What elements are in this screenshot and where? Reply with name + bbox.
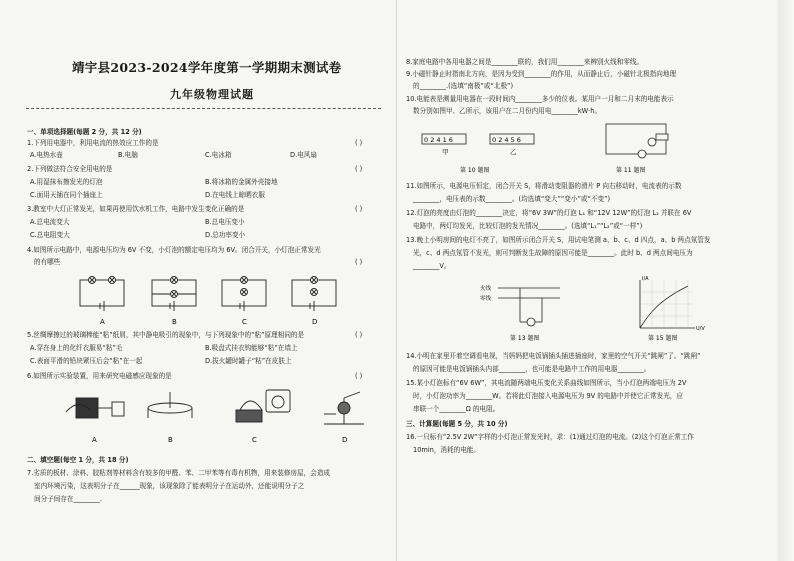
- q1-option-d: D.电风扇: [290, 151, 317, 159]
- q4-circuit-figures: [70, 272, 370, 328]
- fig15-caption: 第 15 题图: [648, 335, 678, 342]
- question-1: 1.下列用电器中，利用电流的热效应工作的是: [27, 139, 159, 147]
- q3-option-a: A.总电流变大: [30, 218, 70, 226]
- exam-subtitle: 九年级物理试题: [170, 88, 254, 101]
- q6-label-c: C: [252, 436, 257, 444]
- answer-paren-4[interactable]: ( ): [355, 258, 363, 266]
- fig13-caption: 第 13 题图: [510, 335, 540, 342]
- q13-q15-figures: [480, 276, 740, 344]
- fig11-caption: 第 11 题图: [616, 167, 646, 174]
- question-4-line-1: 4.如图所示电路中，电源电压均为 6V 不变，小灯泡的额定电压均为 6V。闭合开关，小灯泡正常发光: [27, 246, 321, 254]
- q5-option-d: D.拔火罐时罐子“粘”在皮肤上: [205, 357, 292, 365]
- q3-option-b: B.总电压变小: [205, 218, 245, 226]
- question-9-line-1: 9.小磁针静止时指南北方向，是因为受到________的作用，从而静止后，小磁针北极指向地理: [406, 70, 677, 78]
- question-3: 3.教室中大灯正常发光，如果再使用饮水机工作，电路中发生变化正确的是: [27, 205, 245, 213]
- question-12-line-2: 电路中，两灯均发光，比较灯泡的发光情况________。(选填“L₁”“L₂”或“一样”): [413, 222, 643, 230]
- q5-option-c: C.表面平滑的铅块紧压后会“粘”在一起: [30, 357, 143, 365]
- q6-label-a: A: [92, 436, 97, 444]
- answer-paren-5[interactable]: ( ): [355, 331, 363, 339]
- fig10-caption: 第 10 题图: [460, 167, 490, 174]
- question-7-line-1: 7.劣质的板材、涂料、胶粘剂等材料含有较多的甲醛、苯、二甲苯等有毒有机物，用来装修房屋，会造成: [27, 469, 331, 477]
- q2-option-c: C.面用天插在同个插座上: [30, 191, 103, 199]
- q4-label-d: D: [312, 318, 318, 326]
- question-5: 5.丝绸摩擦过的玻璃棒能“粘”纸屑，其中静电吸引的现象中，与下列现象中的“粘”原理相同的是: [27, 331, 305, 339]
- question-16-line-2: 10min，消耗的电能。: [413, 446, 480, 454]
- answer-paren-2[interactable]: ( ): [355, 165, 363, 173]
- q4-label-a: A: [100, 318, 105, 326]
- column-divider: [396, 0, 397, 561]
- q1-option-a: A.电热水壶: [30, 151, 63, 159]
- meter-jia-label: 甲: [442, 148, 449, 156]
- neutral-wire-label: 零线: [480, 296, 492, 302]
- meter-yi-reading: 0 2 4 5 6: [492, 136, 521, 144]
- q4-label-b: B: [172, 318, 177, 326]
- answer-paren-6[interactable]: ( ): [355, 372, 363, 380]
- q2-option-b: B.将冰箱的金属外壳接地: [205, 178, 278, 186]
- question-12-line-1: 12.灯泡的亮度由灯泡的________决定，将“6V 3W”的灯泡 L₁ 和“12V 12W”的灯泡 L₂ 并联在 6V: [406, 209, 692, 217]
- question-6: 6.如图所示实验装置，用来研究电磁感应现象的是: [27, 372, 172, 380]
- q3-option-c: C.总电阻变大: [30, 231, 70, 239]
- question-4-line-2: 的有哪些: [34, 258, 61, 266]
- meter-jia-reading: 0 2 4 1 6: [424, 136, 453, 144]
- graph-x-label: U/V: [696, 326, 705, 332]
- live-wire-label: 火线: [480, 286, 492, 292]
- question-13-line-1: 13.晚上小明房间的电灯不亮了，如图所示闭合开关 S，用试电笔测 a、b、c、d 四点，a、b 两点氖管发: [406, 236, 711, 244]
- question-13-line-2: 光，c、d 两点氖管不发光，则可判断发生故障的原因可能是________。此时 b、d 两点间电压为: [413, 249, 693, 257]
- meter-yi-label: 乙: [510, 148, 517, 156]
- q1-option-b: B.电脑: [118, 151, 138, 159]
- answer-paren-3[interactable]: ( ): [355, 205, 363, 213]
- question-10-line-2: 数分别如图甲、乙所示，该用户在二月份内用电________kW·h。: [413, 107, 602, 115]
- question-15-line-1: 15.某小灯泡标有“6V 6W”，其电流随两端电压变化关系曲线如图所示，当小灯泡两端电压为 2V: [406, 379, 687, 387]
- q6-label-b: B: [168, 436, 173, 444]
- question-14-line-1: 14.小明在家里开着空调看电视，当妈妈把电饭锅插头插进插座时，家里的空气开关“跳闸”了。“跳闸”: [406, 352, 701, 360]
- q4-label-c: C: [242, 318, 247, 326]
- graph-y-label: I/A: [642, 276, 649, 282]
- q6-apparatus-figures: [60, 384, 380, 448]
- question-15-line-2: 时，小灯泡功率为________W。若将此灯泡接入电源电压为 9V 的电路中并使它正常发光，应: [413, 392, 683, 400]
- q1-option-c: C.电冰箱: [205, 151, 232, 159]
- question-11-line-1: 11.如图所示，电源电压恒定，闭合开关 S，将滑动变阻器的滑片 P 向右移动时，电流表的示数: [406, 182, 682, 190]
- question-2: 2.下列做法符合安全用电的是: [27, 165, 113, 173]
- q5-option-b: B.吸盘式挂衣钩能够“粘”在墙上: [205, 344, 298, 352]
- question-14-line-2: 的原因可能是电饭锅插头内部________，也可能是电路中工作的用电器________。: [413, 365, 651, 373]
- question-15-line-3: 串联一个________Ω 的电阻。: [413, 405, 500, 413]
- question-13-line-3: ________V。: [413, 262, 451, 270]
- circuit-a-wire: [80, 280, 124, 306]
- q6-label-d: D: [342, 436, 348, 444]
- q2-option-a: A.用湿抹布擦发光的灯泡: [30, 178, 103, 186]
- q3-option-d: D.总功率变小: [205, 231, 246, 239]
- q5-option-a: A.穿在身上的化纤衣服易“粘”毛: [30, 344, 123, 352]
- q2-option-d: D.在电线上晾晒衣服: [205, 191, 265, 199]
- exam-title: 靖宇县2023-2024学年度第一学期期末测试卷: [72, 60, 342, 75]
- question-16-line-1: 16.一只标有“2.5V 2W”字样的小灯泡正常发光时，求：(1)通过灯泡的电流。(2)这个灯泡正常工作: [406, 433, 694, 441]
- question-10-line-1: 10.电能表是测量用电器在一段时间内________多少的仪表。某用户一月和二月末的电能表示: [406, 95, 674, 103]
- answer-paren-1[interactable]: ( ): [355, 139, 363, 147]
- section-1-heading: 一、单项选择题(每题 2 分，共 12 分): [27, 128, 142, 136]
- page-fold: [778, 0, 794, 561]
- question-9-line-2: 的________.(选填“南极”或“北极”): [413, 82, 514, 90]
- question-7-line-3: 间分子间存在________.: [34, 495, 103, 503]
- question-11-line-2: ________，电压表的示数________。(均选填“变大”“变小”或“不变”): [413, 195, 611, 203]
- question-7-line-2: 室内环境污染，这表明分子在______现象，该现象除了能表明分子在运动外，还能说明分子之: [34, 482, 305, 490]
- section-2-heading: 二、填空题(每空 1 分，共 18 分): [27, 456, 129, 464]
- title-separator: [26, 108, 381, 109]
- section-3-heading: 三、计算题(每题 5 分，共 10 分): [406, 420, 508, 428]
- q10-q11-figures: [420, 120, 760, 178]
- question-8: 8.家庭电路中各用电器之间是________联的，我们用________来辨别火线和零线。: [406, 58, 644, 66]
